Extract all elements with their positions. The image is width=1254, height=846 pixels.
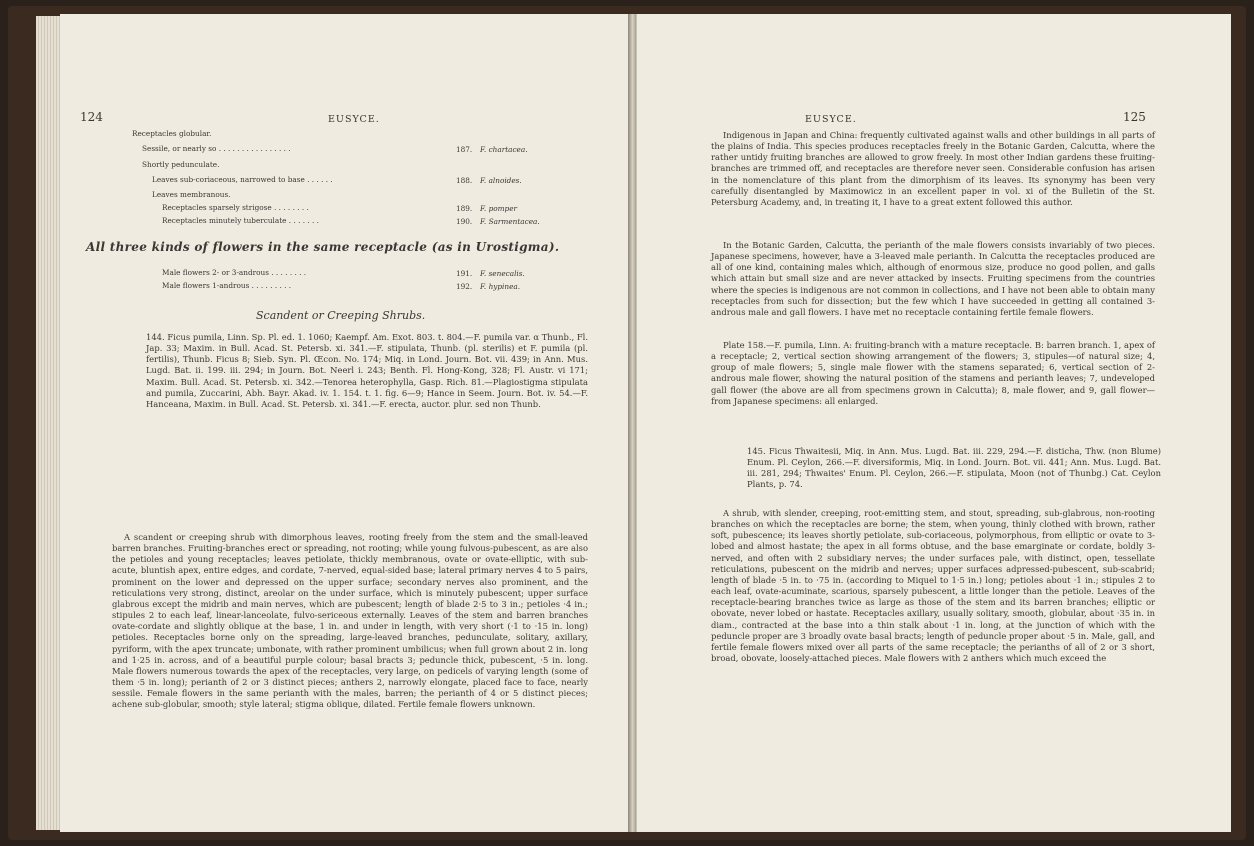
species-description: A scandent or creeping shrub with dimorphous leaves, rooting freely from the stem and the small-leaved barren branches. Fruiting-branches erect or spreading, not rooting; while young fulvous-pubescent, as are also the petioles and young receptacles; leaves petiolate, thickly membranous, ovate or ovate-elliptic, with sub-acute, bluntish apex, entire edges, and cordate, 7-nerved, equal-sided base; lateral primary nerves 4 to 5 pairs, prominent on the lower and depressed on the upper surface; secondary nerves also prominent, and the reticulations very strong, distinct, areolar on the under surface, which is minutely pubescent; upper surface glabrous except the midrib and main nerves, which are pubescent; length of blade 2·5 to 3 in.; petioles ·4 in.; stipules 2 to each leaf, linear-lanceolate, fulvo-sericeous externally. Leaves of the stem and barren branches ovate-cordate and slightly oblique at the base, 1 in. and under in length, with very short (·1 to ·15 in. long) petioles. Receptacles borne only on the spreading, large-leaved branches, pedunculate, solitary, axillary, pyriform, with the apex truncate; umbonate, with rather prominent umbilicus; when full grown about 2 in. long and 1·25 in. across, and of a beautiful purple colour; basal bracts 3; peduncle thick, pubescent, ·5 in. long. Male flowers numerous towards the apex of the receptacles, very large, on pedicels of varying length (some of them ·5 in. long); perianth of 2 or 3 distinct pieces; anthers 2, narrowly elongate, placed face to face, nearly sessile. Female flowers in the same perianth with the males, barren; the perianth of 4 or 5 distinct pieces; achene sub-globular, smooth; style lateral; stigma oblique, dilated. Fertile female flowers unknown. <box>112 532 588 710</box>
key-line: Male flowers 2- or 3-androus . . . . . . . . <box>162 268 307 277</box>
running-head: EUSYCE. <box>328 114 380 125</box>
key-number: 187. <box>456 145 473 154</box>
right-page <box>636 14 1231 832</box>
key-number: 190. <box>456 217 473 226</box>
paragraph: In the Botanic Garden, Calcutta, the perianth of the male flowers consists invariably of two pieces. Japanese specimens, however, have a 3-leaved male perianth. In Calcutta the receptacles produced are all of one kind, containing males which, although of enormous size, produce no good pollen, and galls which attain but small size and are never attacked by insects. Fruiting specimens from the countries where the species is indigenous are not common in collections, and I have not been able to obtain many receptacles from such for dissection; but the few which I have succeeded in getting all contained 3-androus male and gall flowers. I have met no receptacle containing fertile female flowers. <box>711 240 1155 317</box>
subheading: Scandent or Creeping Shrubs. <box>256 309 426 322</box>
species-description: A shrub, with slender, creeping, root-emitting stem, and stout, spreading, sub-glabrous, non-rooting branches on which the receptacles are borne; the stem, when young, thinly clothed with brown, rather soft, pubescence; its leaves shortly petiolate, sub-coriaceous, polymorphous, from elliptic or ovate to 3-lobed and almost hastate; the apex in all forms obtuse, and the base emarginate or cordate, boldly 3-nerved, and often with 2 subsidiary nerves; the under surfaces pale, with distinct, open, tessellate reticulations, pubescent on the midrib and nerves; upper surfaces adpressed-pubescent, sub-scabrid; length of blade ·5 in. to ·75 in. (according to Miquel to 1·5 in.) long; petioles about ·1 in.; stipules 2 to each leaf, ovate-acuminate, scarious, sparsely pubescent, a little longer than the petiole. Leaves of the receptacle-bearing branches twice as large as those of the stem and its barren branches; elliptic or obovate, never lobed or hastate. Receptacles axillary, usually solitary, smooth, globular, about ·35 in. in diam., contracted at the base into a thin stalk about ·1 in. long, at the junction of which with the peduncle proper are 3 broadly ovate basal bracts; length of peduncle proper about ·5 in. Male, gall, and fertile female flowers mixed over all parts of the same receptacle; the perianths of all of 2 or 3 short, broad, obovate, loosely-attached pieces. Male flowers with 2 anthers which much exceed the <box>711 508 1155 664</box>
page-number: 125 <box>1123 110 1146 124</box>
key-line: Male flowers 1-androus . . . . . . . . . <box>162 281 292 290</box>
key-species: F. senecalis. <box>480 269 525 278</box>
key-species: F. Sarmentacea. <box>480 217 540 226</box>
paragraph: Indigenous in Japan and China: frequently cultivated against walls and other buildings in all parts of the plains of India. This species produces receptacles freely in the Botanic Garden, Calcutta, where the rather untidy fruiting branches are allowed to grow freely. In most other Indian gardens these fruiting-branches are trimmed off, and receptacles are therefore never seen. Considerable confusion has arisen in the nomenclature of this plant from the dimorphism of its leaves. Its synonymy has been very carefully disentangled by Maximowicz in an excellent paper in vol. xi of the Bulletin of the St. Petersburg Academy, and, in treating it, I have to a great extent followed this author. <box>711 130 1155 207</box>
plate-caption: Plate 158.—F. pumila, Linn. A: fruiting-branch with a mature receptacle. B: barren branch. 1, apex of a receptacle; 2, vertical section showing arrangement of the flowers; 3, stipules—of natural size; 4, group of male flowers; 5, single male flower with the stamens separated; 6, vertical section of 2-androus male flower, showing the natural position of the stamens and perianth leaves; 7, undeveloped gall flower (the above are all from specimens grown in Calcutta); 8, male flower, and 9, gall flower—from Japanese specimens: all enlarged. <box>711 340 1155 406</box>
key-line: Shortly pedunculate. <box>142 160 220 169</box>
entry-145: 145. Ficus Thwaitesii, Miq. in Ann. Mus. Lugd. Bat. iii. 229, 294.—F. disticha, Thw. (non Blume) Enum. Pl. Ceylon, 266.—F. diversiformis, Miq. in Lond. Journ. Bot. vii. 441; Ann. Mus. Lugd. Bat. iii. 281, 294; Thwaites' Enum. Pl. Ceylon, 266.—F. stipulata, Moon (not of Thunbg.) Cat. Ceylon Plants, p. 74. <box>747 446 1161 490</box>
key-line: Receptacles minutely tuberculate . . . . . . . <box>162 216 319 225</box>
key-species: F. alnoides. <box>480 176 522 185</box>
key-line: Leaves membranous. <box>152 190 231 199</box>
left-page <box>60 14 631 832</box>
page-edges <box>36 16 62 830</box>
key-line: Receptacles globular. <box>132 129 212 138</box>
key-number: 192. <box>456 282 473 291</box>
running-head: EUSYCE. <box>805 114 857 125</box>
key-species: F. pomper <box>480 204 518 213</box>
page-number: 124 <box>80 110 103 124</box>
key-number: 189. <box>456 204 473 213</box>
entry-144: 144. Ficus pumila, Linn. Sp. Pl. ed. 1. 1060; Kaempf. Am. Exot. 803. t. 804.—F. pumila var. α Thunb., Fl. Jap. 33; Maxim. in Bull. Acad. St. Petersb. xi. 341.—F. stipulata, Thunb. (pl. sterilis) et F. pumila (pl. fertilis), Thunb. Ficus 8; Sieb. Syn. Pl. Œcon. No. 174; Miq. in Lond. Journ. Bot. vii. 439; in Ann. Mus. Lugd. Bat. ii. 199. iii. 294; in Journ. Bot. Neerl i. 243; Benth. Fl. Hong-Kong, 328; Fl. Austr. vi 171; Maxim. Bull. Acad. St. Petersb. xi. 342.—Tenorea heterophylla, Gasp. Rich. 81.—Plagiostigma stipulata and pumila, Zuccarini, Abh. Bayr. Akad. iv. 1. 154. t. 1. fig. 6—9; Hance in Seem. Journ. Bot. iv. 54.—F. Hanceana, Maxim. in Bull. Acad. St. Petersb. xi. 341.—F. erecta, auctor. plur. sed non Thunb. <box>146 332 588 409</box>
key-species: F. chartacea. <box>480 145 528 154</box>
key-line: Leaves sub-coriaceous, narrowed to base . . . . . . <box>152 175 333 184</box>
key-line: Sessile, or nearly so . . . . . . . . . . . . . . . . <box>142 144 291 153</box>
key-line: Receptacles sparsely strigose . . . . . . . . <box>162 203 309 212</box>
key-species: F. hypinea. <box>480 282 521 291</box>
section-heading: All three kinds of flowers in the same receptacle (as in Urostigma). <box>86 240 560 254</box>
key-number: 188. <box>456 176 473 185</box>
key-number: 191. <box>456 269 473 278</box>
